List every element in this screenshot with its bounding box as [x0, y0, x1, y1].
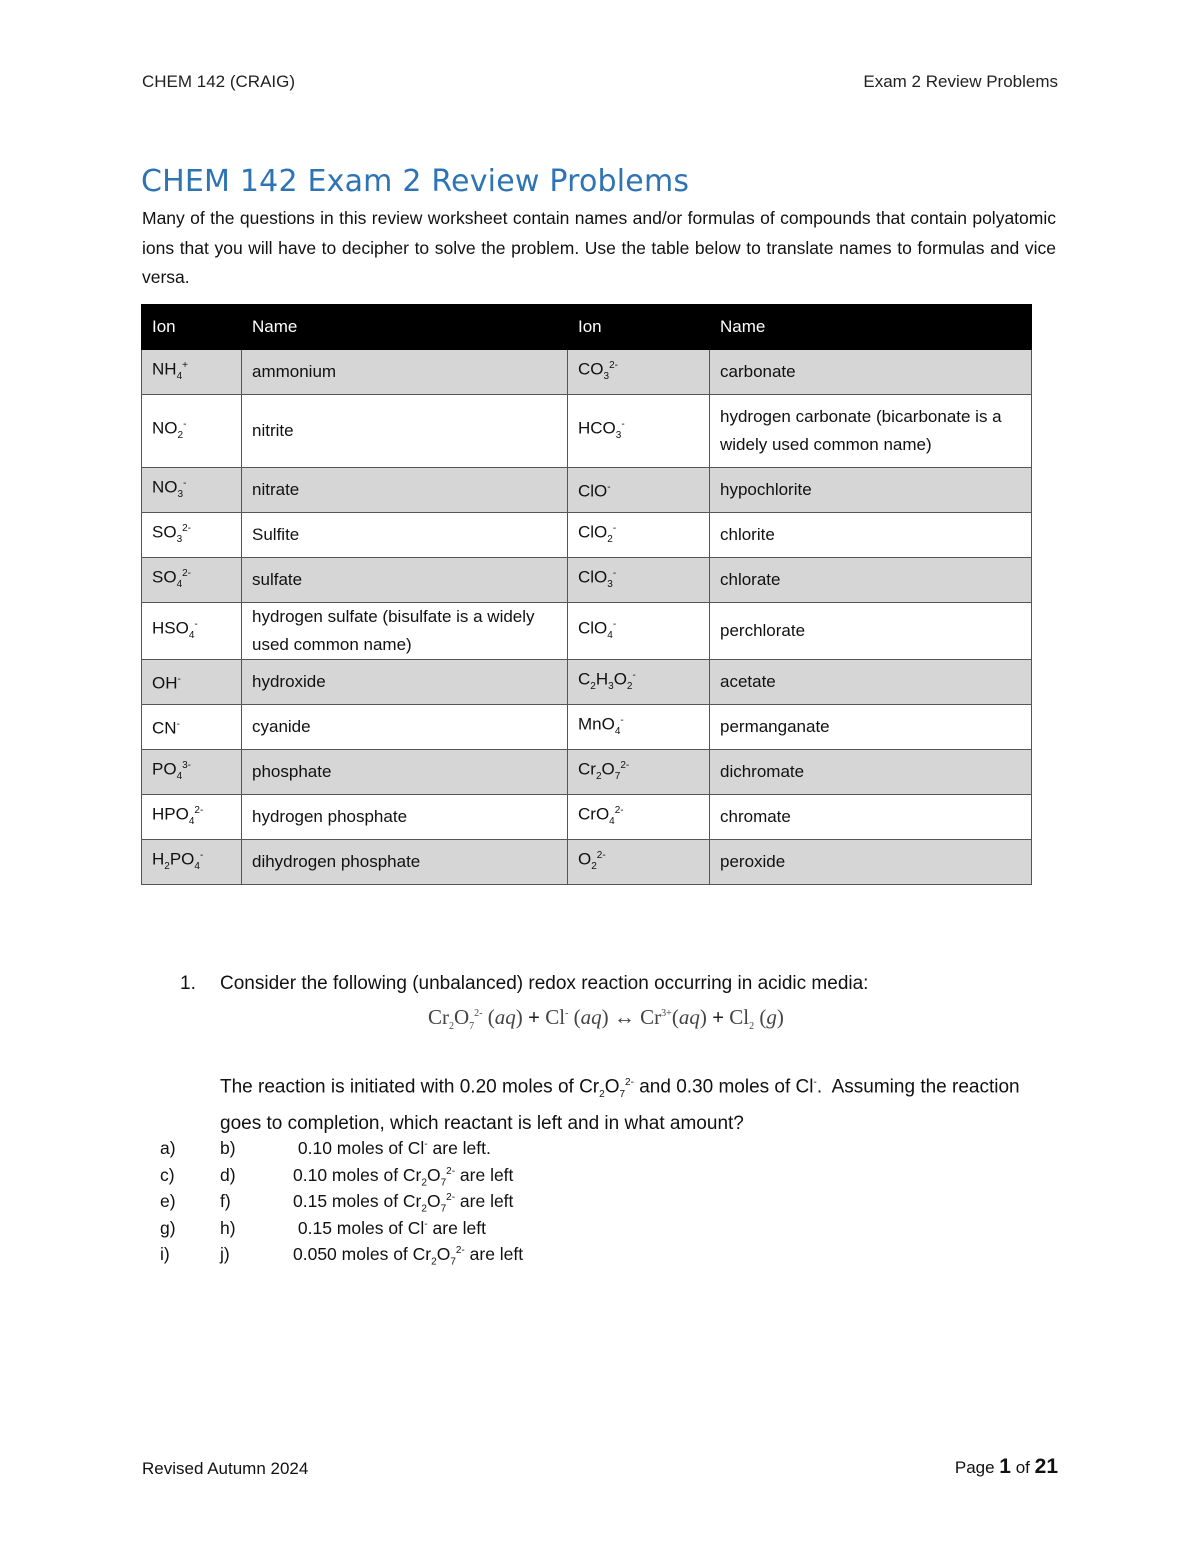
choice-letter: g)	[160, 1217, 176, 1238]
page-total: 21	[1034, 1455, 1058, 1478]
ion-formula-cell: ClO$_2$-	[568, 513, 710, 558]
ion-name-cell: permanganate	[710, 705, 1032, 750]
choice-text: 0.15 moles of $Cr_2O_7^{2-}$ are left	[293, 1191, 514, 1215]
page-title: CHEM 142 Exam 2 Review Problems	[141, 164, 690, 199]
choice-letter: e)	[160, 1191, 176, 1211]
footer-page-number	[955, 1455, 1058, 1479]
ion-formula-cell: ClO-	[568, 468, 710, 513]
table-header-name: Name	[242, 305, 568, 350]
ion-formula-cell: $HPO_4^{2-}$	[142, 795, 242, 840]
table-header-row	[142, 305, 1032, 350]
choice-text: 0.050 moles of $Cr_2O_7^{2-}$ are left	[293, 1244, 524, 1268]
ion-formula-cell: $SO_4^{2-}$	[142, 558, 242, 603]
reaction-equation: $Cr_2O_7^{2-}$ (aq) + Cl- (aq) ↔ $Cr^{3+}(aq) + Cl_2$ (g)	[428, 1005, 784, 1033]
table-header-ion: Ion	[568, 305, 710, 350]
page-label: Page	[954, 1458, 995, 1477]
ion-formula-cell: $PO_4^{3-}$	[142, 750, 242, 795]
ion-formula-cell: CrO$_4^{2-}$	[568, 795, 710, 840]
ion-formula-cell: $CO_3^{2-}$	[568, 350, 710, 395]
ion-name-cell: sulfate	[242, 558, 568, 603]
choice-letter: d)	[220, 1164, 236, 1185]
table-header-name: Name	[710, 305, 1032, 350]
choice-letter: f)	[220, 1191, 231, 1211]
ion-name-cell: nitrate	[242, 468, 568, 513]
choice-text: 0.15 moles of Cl- are left	[293, 1217, 487, 1238]
table-row	[142, 395, 1032, 468]
ion-formula-cell: MnO$_4$-	[568, 705, 710, 750]
ion-name-cell: hypochlorite	[710, 468, 1032, 513]
ion-name-cell: dihydrogen phosphate	[242, 840, 568, 885]
question-body: The reaction is initiated with 0.20 moles of $Cr_2O_7^{2-}$ and 0.30 moles of Cl-. Assuming the reaction goes to completion, which reactant is left and in what amount?	[220, 1076, 1020, 1135]
ion-name-cell: dichromate	[710, 750, 1032, 795]
ion-name-cell: carbonate	[710, 350, 1032, 395]
table-row	[142, 350, 1032, 395]
ion-name-cell: acetate	[710, 660, 1032, 705]
ion-formula-cell: $SO_3^{2-}$	[142, 513, 242, 558]
question-number: 1.	[180, 973, 196, 994]
ion-formula-cell: $C_2H_3O_2^-$	[568, 660, 710, 705]
ion-name-cell: Sulfite	[242, 513, 568, 558]
ion-formula-cell: $H_2PO_4^-$	[142, 840, 242, 885]
footer-revision: Revised Autumn 2024	[142, 1459, 309, 1478]
ion-name-cell: chromate	[710, 795, 1032, 840]
choice-letter: c)	[160, 1164, 175, 1185]
ion-name-cell: hydroxide	[242, 660, 568, 705]
ion-formula-cell: $O_2^{2-}$	[568, 840, 710, 885]
choice-text: 0.10 moles of $Cr_2O_7^{2-}$ are left	[293, 1164, 514, 1188]
ion-formula-cell: OH-	[142, 660, 242, 705]
ion-formula-cell: CN-	[142, 705, 242, 750]
table-row	[142, 558, 1032, 603]
ion-name-cell: nitrite	[242, 395, 568, 468]
choice-letter: i)	[160, 1244, 170, 1264]
ion-name-cell: phosphate	[242, 750, 568, 795]
header-doc-title: Exam 2 Review Problems	[863, 72, 1058, 91]
ion-formula-cell: $NO_3^-$	[142, 468, 242, 513]
ion-name-cell: hydrogen phosphate	[242, 795, 568, 840]
ion-formula-cell: $NH_4^+$	[142, 350, 242, 395]
choice-letter: a)	[160, 1138, 176, 1158]
table-row	[142, 705, 1032, 750]
ion-formula-cell: ClO$_3$-	[568, 558, 710, 603]
page-of-label: of	[1015, 1458, 1030, 1477]
table-row	[142, 513, 1032, 558]
table-header-ion: Ion	[142, 305, 242, 350]
table-body	[142, 350, 1032, 885]
ion-formula-cell: $Cr_2O_7^{2-}$	[568, 750, 710, 795]
choice-letter: b)	[220, 1138, 236, 1158]
ion-name-cell: hydrogen sulfate (bisulfate is a widely used common name)	[242, 603, 568, 660]
ion-name-cell: perchlorate	[710, 603, 1032, 660]
ion-formula-cell: $HCO_3^-$	[568, 395, 710, 468]
ion-name-cell: chlorite	[710, 513, 1032, 558]
question-prompt: Consider the following (unbalanced) redox reaction occurring in acidic media:	[220, 973, 869, 994]
ion-name-cell: cyanide	[242, 705, 568, 750]
polyatomic-ion-table	[141, 304, 1032, 885]
table-row	[142, 660, 1032, 705]
table-row	[142, 603, 1032, 660]
table-row	[142, 750, 1032, 795]
intro-paragraph: Many of the questions in this review worksheet contain names and/or formulas of compounds that contain polyatomic ions that you will have to decipher to solve the problem. Use the table below to translate names to formulas and vice versa.	[142, 208, 1056, 287]
ion-formula-cell: $HSO_4^-$	[142, 603, 242, 660]
ion-name-cell: peroxide	[710, 840, 1032, 885]
table-row	[142, 840, 1032, 885]
ion-name-cell: ammonium	[242, 350, 568, 395]
header-course: CHEM 142 (CRAIG)	[142, 72, 296, 91]
ion-formula-cell: ClO$_4$-	[568, 603, 710, 660]
choice-letter: j)	[220, 1244, 230, 1264]
table-row	[142, 795, 1032, 840]
choice-text: 0.10 moles of Cl- are left.	[293, 1138, 491, 1158]
table-row	[142, 468, 1032, 513]
ion-name-cell: chlorate	[710, 558, 1032, 603]
page-current: 1	[999, 1455, 1011, 1478]
ion-name-cell: hydrogen carbonate (bicarbonate is a widely used common name)	[710, 395, 1032, 468]
choice-letter: h)	[220, 1217, 236, 1238]
ion-formula-cell: $NO_2^-$	[142, 395, 242, 468]
